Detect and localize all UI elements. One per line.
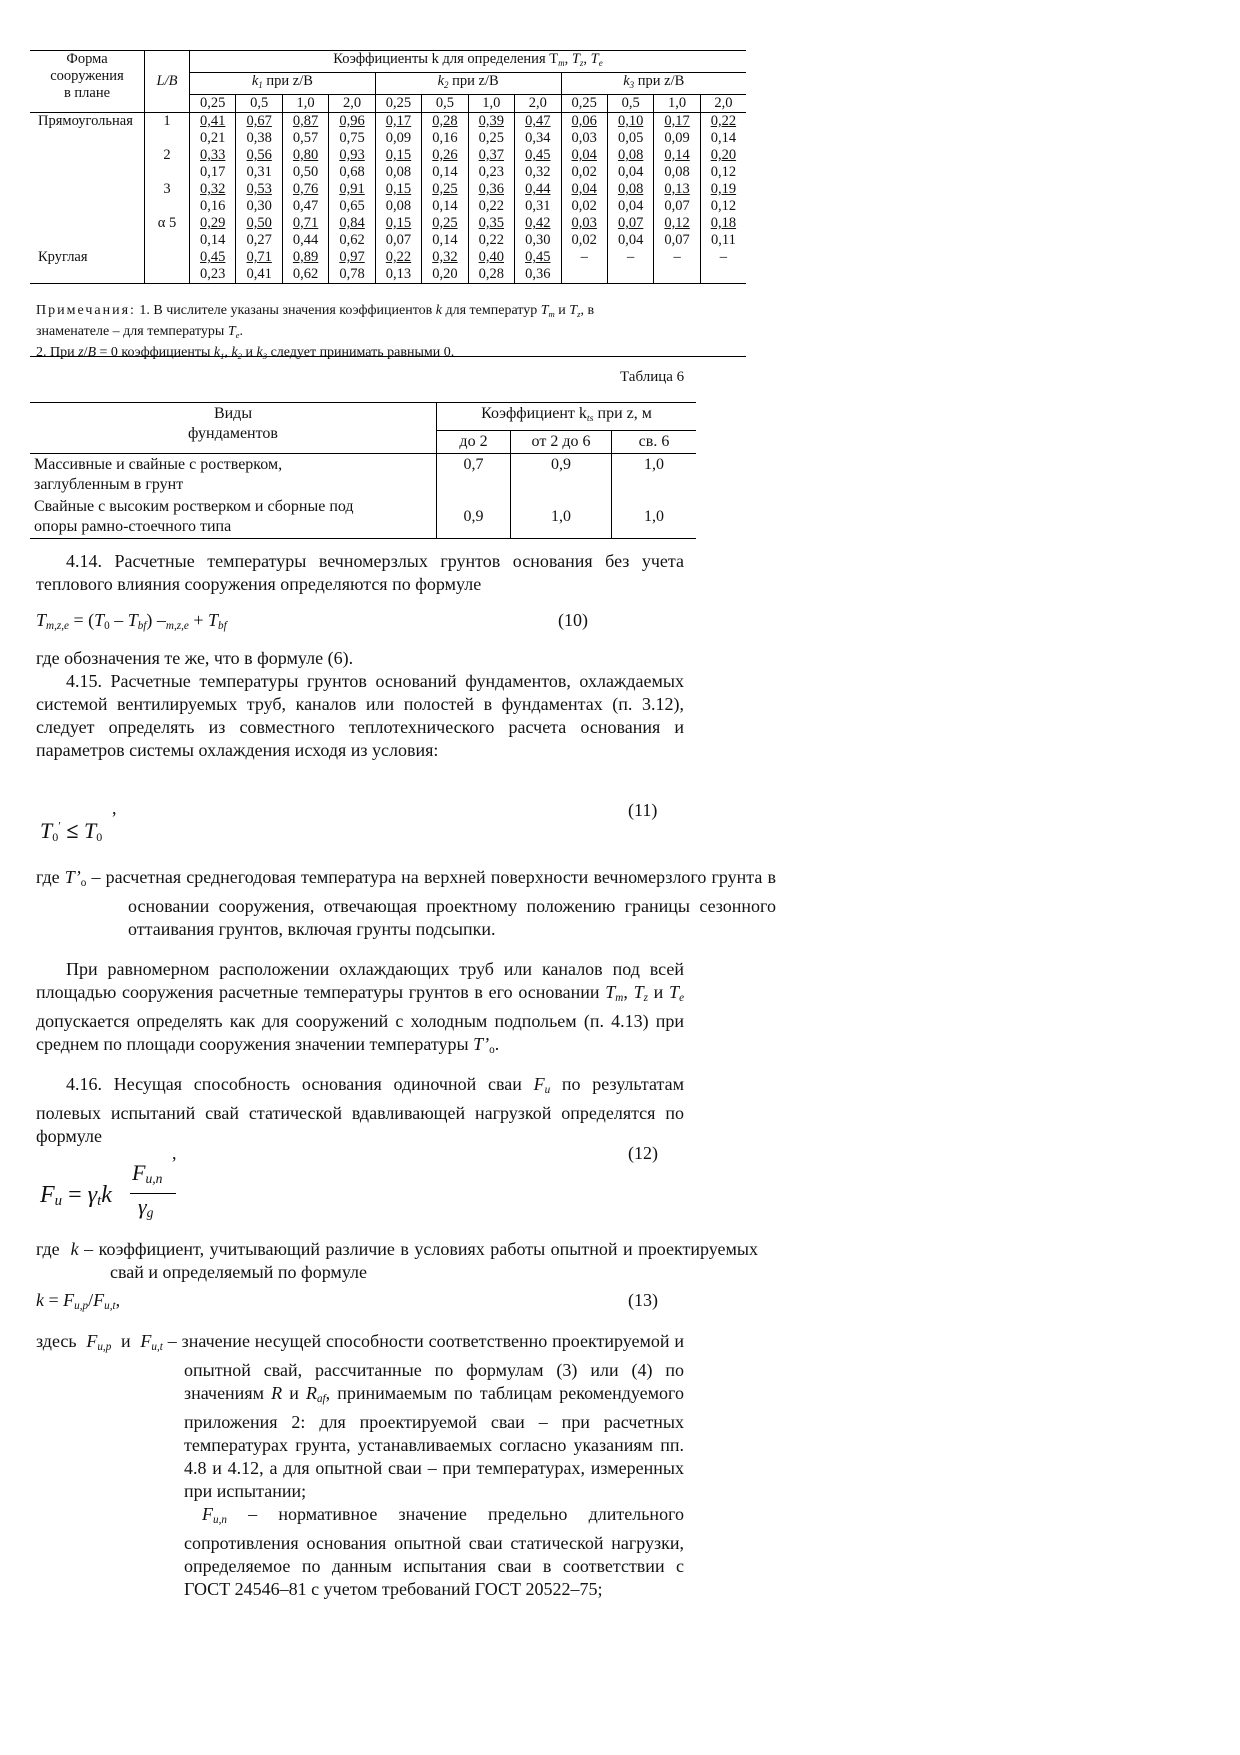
coefficient-cell: 0,13 bbox=[375, 266, 421, 284]
coefficient-cell: 0,07 bbox=[654, 232, 700, 249]
range-up-to-2: до 2 bbox=[437, 431, 511, 454]
coefficient-cell: 0,20 bbox=[422, 266, 468, 284]
coefficient-cell: 0,41 bbox=[236, 266, 282, 284]
table-row bbox=[30, 130, 746, 147]
coefficient-cell: 0,44 bbox=[515, 181, 561, 198]
coefficient-cell: 0,23 bbox=[190, 266, 236, 284]
coefficient-cell: 0,45 bbox=[515, 249, 561, 266]
coefficient-cell: 0,68 bbox=[329, 164, 375, 181]
coefficient-cell: 0,28 bbox=[468, 266, 514, 284]
coefficient-cell: 0,26 bbox=[422, 147, 468, 164]
coefficient-cell: 0,17 bbox=[190, 164, 236, 181]
shape-cell bbox=[30, 198, 145, 215]
coefficient-cell: 0,25 bbox=[422, 215, 468, 232]
coefficient-cell: 0,14 bbox=[654, 147, 700, 164]
eq13-number: (13) bbox=[628, 1290, 658, 1310]
coefficient-cell: 0,30 bbox=[236, 198, 282, 215]
coefficient-cell: 0,47 bbox=[515, 113, 561, 131]
coefficients-k-table bbox=[30, 50, 746, 284]
coefficient-cell: 0,44 bbox=[282, 232, 328, 249]
coefficient-cell: 0,04 bbox=[607, 164, 653, 181]
coefficient-cell: 0,16 bbox=[422, 130, 468, 147]
lb-cell bbox=[145, 232, 190, 249]
lb-cell bbox=[145, 249, 190, 266]
here-definitions: здесь $F_{u,p}$ и $F_{u,t}$ – значение несущей способности соответственно проектируемой и опытной свай, рассчитанные по формулам (3) или (4) по значениям R и $R_{af}$, принимаемым по таблицам рекомендуемого приложения 2: для проектируемой сваи – при расчетных температурах грунта, устанавливаемых согласно указаниям пп. 4.8 и 4.12, а для опытной сваи – при температурах, измеренных при испытании; $F_{u,n}$ – нормативное значение предельно длительного сопротивления основания опытной сваи статической нагрузки, определяемое по данным испытания сваи в соответствии с ГОСТ 24546–81 с учетом требований ГОСТ 20522–75; bbox=[36, 1331, 685, 1599]
coefficient-cell: 0,62 bbox=[329, 232, 375, 249]
coefficient-cell: 0,33 bbox=[190, 147, 236, 164]
coefficient-cell: 0,14 bbox=[190, 232, 236, 249]
coefficient-cell: 0,45 bbox=[190, 249, 236, 266]
where-4-14: где обозначения те же, что в формуле (6). bbox=[36, 648, 354, 668]
coefficient-cell: 0,07 bbox=[375, 232, 421, 249]
coefficient-cell: 0,89 bbox=[282, 249, 328, 266]
coefficient-cell: 0,87 bbox=[282, 113, 328, 131]
kts-header: Коэффициент $k_{ts}$ при z, м bbox=[437, 403, 697, 431]
coefficient-cell: 0,93 bbox=[329, 147, 375, 164]
coefficient-cell: 0,50 bbox=[282, 164, 328, 181]
zb-header: 2,0 bbox=[515, 95, 561, 113]
zb-header: 0,5 bbox=[422, 95, 468, 113]
coefficient-cell: 0,08 bbox=[375, 198, 421, 215]
zb-header: 0,5 bbox=[236, 95, 282, 113]
coefficient-cell: 0,14 bbox=[710, 130, 737, 146]
coefficient-cell: 0,27 bbox=[236, 232, 282, 249]
shape-cell bbox=[30, 164, 145, 181]
coefficient-cell: 0,22 bbox=[710, 113, 737, 129]
coefficient-cell: 0,53 bbox=[236, 181, 282, 198]
coefficient-cell: 0,32 bbox=[190, 181, 236, 198]
eq10-number: (10) bbox=[558, 610, 588, 630]
coefficient-cell: – bbox=[607, 249, 653, 266]
shape-cell: Круглая bbox=[30, 249, 145, 266]
shape-cell bbox=[30, 181, 145, 198]
table-row: Массивные и свайные с ростверком, заглубленным в грунт 0,7 0,9 1,0 bbox=[30, 454, 696, 497]
coefficient-cell: 0,84 bbox=[329, 215, 375, 232]
lb-cell: α 5 bbox=[145, 215, 190, 232]
table-row bbox=[30, 198, 746, 215]
coefficient-cell: 0,15 bbox=[375, 147, 421, 164]
coefficient-cell: 0,02 bbox=[561, 164, 607, 181]
shape-cell bbox=[30, 215, 145, 232]
col-lb-header: L/B bbox=[145, 51, 190, 113]
coefficient-cell bbox=[607, 266, 653, 284]
zb-header: 0,5 bbox=[607, 95, 653, 113]
coefficient-cell: 0,09 bbox=[654, 130, 700, 147]
coefficient-cell: 0,37 bbox=[468, 147, 514, 164]
table1-notes: Примечания: 1. В числителе указаны значения коэффициентов k для температур $T_m$ и $T_z$, в знаменателе – для температуры $T_e$. 2. При z/B = 0 коэффициенты $k_1$, $k_2$ и $k_3$ следует принимать равными 0. bbox=[36, 303, 595, 361]
range-over-6: св. 6 bbox=[638, 433, 670, 450]
coefficient-cell: 0,25 bbox=[468, 130, 514, 147]
coefficient-cell: 0,57 bbox=[282, 130, 328, 147]
coefficient-cell: 0,80 bbox=[282, 147, 328, 164]
shape-cell bbox=[30, 130, 145, 147]
range-2-to-6: от 2 до 6 bbox=[511, 431, 612, 454]
zb-header: 1,0 bbox=[654, 95, 700, 113]
table-row bbox=[30, 266, 746, 284]
shape-cell: Прямоугольная bbox=[30, 113, 145, 131]
coefficient-cell: 0,17 bbox=[654, 113, 700, 131]
table-row bbox=[30, 164, 746, 181]
coefficient-cell: 0,02 bbox=[561, 232, 607, 249]
table-row bbox=[30, 232, 746, 249]
coefficient-cell bbox=[561, 266, 607, 284]
table-row bbox=[30, 215, 746, 232]
coefficient-cell: 0,13 bbox=[654, 181, 700, 198]
coefficient-cell: 0,08 bbox=[607, 181, 653, 198]
coefficient-cell: 0,03 bbox=[561, 130, 607, 147]
k2-header: $k_2$ при z/B bbox=[375, 73, 561, 95]
coefficient-cell: 0,45 bbox=[515, 147, 561, 164]
coefficient-cell: 0,75 bbox=[329, 130, 375, 147]
coefficient-cell: 0,78 bbox=[329, 266, 375, 284]
types-header: Виды фундаментов bbox=[30, 403, 437, 454]
coefficient-cell: 0,35 bbox=[468, 215, 514, 232]
paragraph-uniform: При равномерном расположении охлаждающих труб или каналов под всей площадью сооружения расчетные температуры грунтов в его основании $T_m$, $T_z$ и $T_e$ допускается определять как для сооружений с холодным подпольем (п. 4.13) при среднем по площади сооружения значении температуры $T’_o$. bbox=[36, 959, 685, 1056]
comma-11: , bbox=[112, 798, 117, 818]
zb-header: 1,0 bbox=[468, 95, 514, 113]
zb-header: 2,0 bbox=[329, 95, 375, 113]
coefficient-cell: 0,12 bbox=[710, 164, 737, 180]
formula-11: $T_0' \le T_0$ bbox=[40, 818, 103, 844]
coefficient-cell: – bbox=[654, 249, 700, 266]
lb-cell bbox=[145, 164, 190, 181]
paragraph-4-15: 4.15. Расчетные температуры грунтов оснований фундаментов, охлаждаемых системой вентилируемых труб, каналов или полостей в фундаментах (п. 3.12), следует определять из совместного теплотехнического расчета основания и параметров системы охлаждения исходя из условия: bbox=[36, 671, 684, 760]
lb-cell bbox=[145, 130, 190, 147]
coefficient-cell: 0,76 bbox=[282, 181, 328, 198]
coefficient-cell: 0,08 bbox=[607, 147, 653, 164]
shape-cell bbox=[30, 147, 145, 164]
coefficient-cell: 0,97 bbox=[329, 249, 375, 266]
coefficient-cell: 0,23 bbox=[468, 164, 514, 181]
coefficient-cell: 0,08 bbox=[375, 164, 421, 181]
table-row bbox=[30, 181, 746, 198]
comma-12: , bbox=[172, 1143, 177, 1163]
coefficient-cell: 0,31 bbox=[515, 198, 561, 215]
coefficient-cell: 0,14 bbox=[422, 198, 468, 215]
coefficient-cell: 0,12 bbox=[710, 198, 737, 214]
coefficient-cell: 0,05 bbox=[607, 130, 653, 147]
lb-cell: 3 bbox=[145, 181, 190, 198]
coefficient-cell: 0,32 bbox=[422, 249, 468, 266]
coefficient-cell: 0,32 bbox=[515, 164, 561, 181]
coefficient-cell: 0,36 bbox=[515, 266, 561, 284]
formula-13: $k = F_{u,p}/F_{u,t}$, bbox=[36, 1290, 121, 1312]
coefficient-cell: 0,22 bbox=[375, 249, 421, 266]
coefficient-cell: 0,96 bbox=[329, 113, 375, 131]
shape-cell bbox=[30, 232, 145, 249]
group-header: Коэффициенты k для определения $T_m$, $T_z$, $T_e$ bbox=[190, 51, 747, 73]
eq11-number: (11) bbox=[628, 800, 658, 820]
zb-header: 1,0 bbox=[282, 95, 328, 113]
table1-bottom-rule bbox=[30, 356, 746, 357]
coefficient-cell: 0,18 bbox=[710, 215, 737, 231]
coefficient-cell: 0,67 bbox=[236, 113, 282, 131]
lb-cell: 2 bbox=[145, 147, 190, 164]
table-row bbox=[30, 113, 746, 131]
coefficient-cell: 0,04 bbox=[607, 198, 653, 215]
coefficient-cell: 0,11 bbox=[710, 232, 736, 248]
table-row bbox=[30, 147, 746, 164]
coefficient-cell: 0,14 bbox=[422, 164, 468, 181]
coefficient-cell: 0,09 bbox=[375, 130, 421, 147]
coefficient-cell: 0,16 bbox=[190, 198, 236, 215]
coefficient-cell: 0,25 bbox=[422, 181, 468, 198]
coefficient-cell: 0,30 bbox=[515, 232, 561, 249]
table6-caption: Таблица 6 bbox=[620, 369, 685, 385]
coefficient-cell: 0,07 bbox=[654, 198, 700, 215]
coefficient-cell: 0,42 bbox=[515, 215, 561, 232]
coefficient-cell: 0,91 bbox=[329, 181, 375, 198]
coefficient-cell: 0,04 bbox=[561, 147, 607, 164]
coefficient-cell: 0,03 bbox=[561, 215, 607, 232]
coefficient-cell: 0,39 bbox=[468, 113, 514, 131]
coefficient-cell: 0,14 bbox=[422, 232, 468, 249]
coefficient-cell: 0,34 bbox=[515, 130, 561, 147]
coefficient-cell: 0,65 bbox=[329, 198, 375, 215]
coefficient-cell bbox=[654, 266, 700, 284]
formula-10: $T_{m,z,e} = (T_0 - T_{bf}) -_{m,z,e} + T_{bf}$ bbox=[36, 610, 227, 632]
coefficient-cell: 0,31 bbox=[236, 164, 282, 181]
lb-cell bbox=[145, 266, 190, 284]
coefficient-cell: – bbox=[719, 249, 728, 265]
coefficient-cell: 0,17 bbox=[375, 113, 421, 131]
coefficient-kts-table bbox=[30, 402, 696, 539]
coefficient-cell: 0,15 bbox=[375, 215, 421, 232]
coefficient-cell: 0,20 bbox=[710, 147, 737, 163]
paragraph-4-16: 4.16. Несущая способность основания одиночной сваи $F_u$ по результатам полевых испытаний свай статической вдавливающей нагрузкой определятся по формуле bbox=[36, 1074, 684, 1146]
k1-header: $k_1$ при z/B bbox=[190, 73, 376, 95]
coefficient-cell bbox=[700, 266, 746, 284]
coefficient-cell: 0,40 bbox=[468, 249, 514, 266]
where-4-15: где $T’_o$ – расчетная среднегодовая температура на верхней поверхности вечномерзлого грунта в основании сооружения, отвечающая проектному положению границы сезонного оттаивания грунтов, включая грунты подсыпки. bbox=[36, 867, 777, 939]
table-row: Свайные с высоким ростверком и сборные под опоры рамно-стоечного типа 0,9 1,0 1,0 bbox=[30, 496, 696, 539]
coefficient-cell: 0,71 bbox=[282, 215, 328, 232]
coefficient-cell: 0,22 bbox=[468, 232, 514, 249]
coefficient-cell: 0,50 bbox=[236, 215, 282, 232]
zb-header: 2,0 bbox=[714, 95, 733, 111]
coefficient-cell: 0,71 bbox=[236, 249, 282, 266]
coefficient-cell: 0,56 bbox=[236, 147, 282, 164]
k3-header: $k_3$ при z/B bbox=[623, 73, 685, 90]
coefficient-cell: 0,22 bbox=[468, 198, 514, 215]
coefficient-cell: 0,02 bbox=[561, 198, 607, 215]
coefficient-cell: 0,47 bbox=[282, 198, 328, 215]
coefficient-cell: 0,04 bbox=[561, 181, 607, 198]
eq12-number: (12) bbox=[628, 1143, 658, 1163]
zb-header: 0,25 bbox=[190, 95, 236, 113]
formula-12: $F_u = \gamma_tk$ $F_{u,n}$ $\gamma_g$ bbox=[40, 1160, 180, 1230]
coefficient-cell: 0,36 bbox=[468, 181, 514, 198]
coefficient-cell: 0,38 bbox=[236, 130, 282, 147]
coefficient-cell: 0,08 bbox=[654, 164, 700, 181]
coefficient-cell: 0,21 bbox=[190, 130, 236, 147]
coefficient-cell: 0,10 bbox=[607, 113, 653, 131]
coefficient-cell: – bbox=[561, 249, 607, 266]
coefficient-cell: 0,62 bbox=[282, 266, 328, 284]
coefficient-cell: 0,07 bbox=[607, 215, 653, 232]
coefficient-cell: 0,12 bbox=[654, 215, 700, 232]
col-shape-header: Форма сооружения в плане bbox=[30, 51, 145, 113]
coefficient-cell: 0,29 bbox=[190, 215, 236, 232]
coefficient-cell: 0,06 bbox=[561, 113, 607, 131]
coefficient-cell: 0,04 bbox=[607, 232, 653, 249]
lb-cell: 1 bbox=[145, 113, 190, 131]
zb-header: 0,25 bbox=[561, 95, 607, 113]
shape-cell bbox=[30, 266, 145, 284]
zb-header: 0,25 bbox=[375, 95, 421, 113]
lb-cell bbox=[145, 198, 190, 215]
table-row bbox=[30, 249, 746, 266]
where-k: где k – коэффициент, учитывающий различие в условиях работы опытной и проектируемых свай и определяемый по формуле bbox=[36, 1239, 759, 1282]
coefficient-cell: 0,15 bbox=[375, 181, 421, 198]
paragraph-4-14: 4.14. Расчетные температуры вечномерзлых грунтов основания без учета теплового влияния сооружения определяются по формуле bbox=[36, 551, 684, 594]
coefficient-cell: 0,19 bbox=[710, 181, 737, 197]
coefficient-cell: 0,41 bbox=[190, 113, 236, 131]
coefficient-cell: 0,28 bbox=[422, 113, 468, 131]
